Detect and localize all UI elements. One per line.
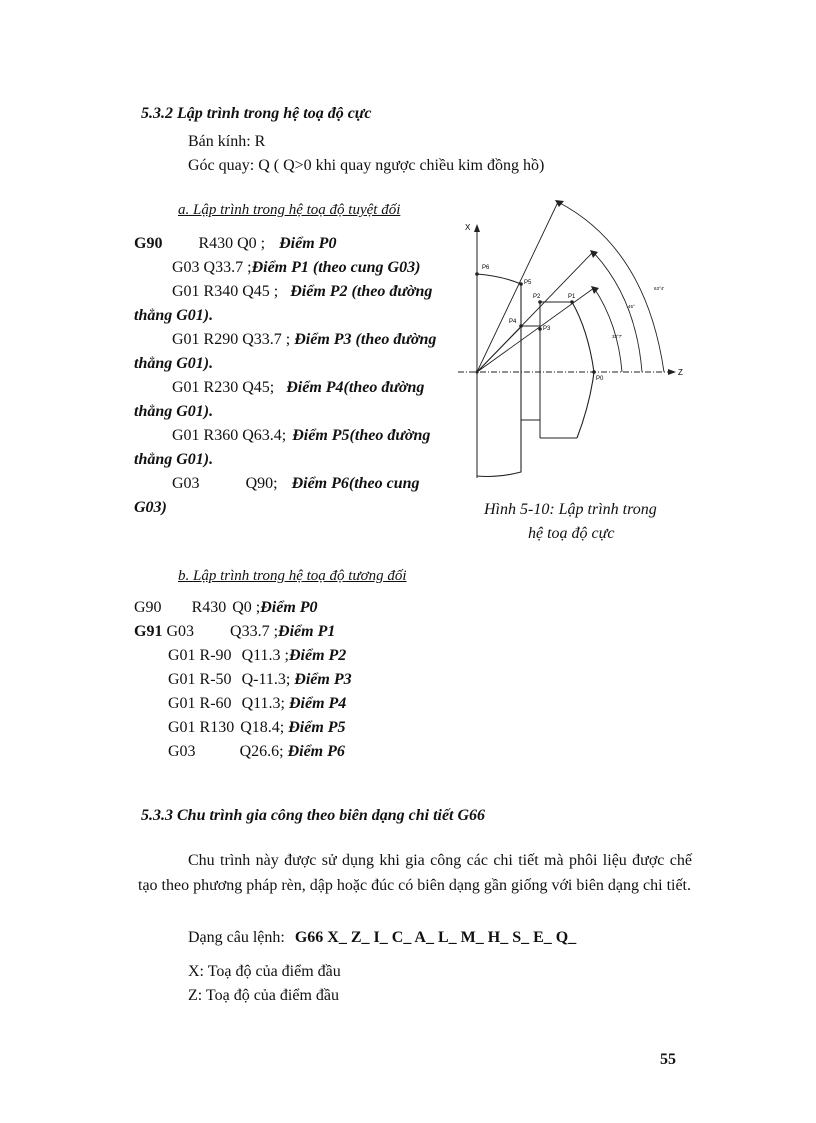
label-p3: P3 — [543, 326, 551, 332]
rel-line-3: G01 R-90 Q11.3 ;Điểm P2 — [168, 647, 347, 664]
section-533-paragraph: Chu trình này được sử dụng khi gia công các chi tiết mà phôi liệu được chế tạo theo phương pháp rèn, dập hoặc đúc có biên dạng gần giống với biên dạng chi tiết. — [138, 852, 692, 894]
angle-arc-inner-arrow — [591, 286, 599, 294]
point-p3 — [538, 327, 542, 331]
ray-p5 — [477, 202, 558, 372]
label-p2: P2 — [533, 294, 541, 300]
angle-arc-inner — [594, 288, 622, 372]
subsection-b-heading: b. Lập trình trong hệ toạ độ tương đối — [178, 568, 407, 584]
abs-line-6-cont: thẳng G01). — [134, 451, 214, 468]
point-p6 — [475, 272, 479, 276]
rel-line-2: G91 G03 Q33.7 ;Điểm P1 — [134, 623, 336, 640]
subsection-a-heading: a. Lập trình trong hệ toạ độ tuyệt đối — [178, 202, 401, 218]
angle-arc-middle — [593, 252, 642, 372]
param-x: X: Toạ độ của điểm đầu — [188, 963, 341, 980]
rel-line-5: G01 R-60 Q11.3; Điểm P4 — [168, 695, 347, 712]
abs-line-3: G01 R340 Q45 ; Điểm P2 (theo đường — [172, 283, 433, 300]
abs-line-7: G03 Q90; Điểm P6(theo cung — [172, 475, 420, 492]
syntax-line: Dạng câu lệnh: G66 X_ Z_ I_ C_ A_ L_ M_ H_ S_ E_ Q_ — [188, 929, 577, 946]
angle-label-middle: 45° — [628, 304, 635, 309]
section-heading-5-3-2: 5.3.2 Lập trình trong hệ toạ độ cực — [141, 105, 372, 122]
angle-definition: Góc quay: Q ( Q>0 khi quay ngược chiều kim đồng hồ) — [188, 157, 545, 174]
z-axis-label: Z — [678, 368, 683, 377]
page-number: 55 — [660, 1051, 676, 1068]
ray-p1 — [477, 288, 594, 372]
param-z: Z: Toạ độ của điểm đầu — [188, 987, 339, 1004]
abs-line-6: G01 R360 Q63.4; Điểm P5(theo đường — [172, 427, 431, 444]
part-outer-profile — [477, 274, 521, 477]
abs-line-1: G90 R430 Q0 ; Điểm P0 — [134, 235, 337, 252]
angle-label-outer: 63°4' — [654, 286, 665, 291]
label-p5: P5 — [524, 280, 532, 286]
label-p1: P1 — [568, 294, 576, 300]
radius-definition: Bán kính: R — [188, 133, 266, 150]
rel-line-7: G03 Q26.6; Điểm P6 — [168, 743, 345, 760]
z-axis-arrow — [668, 369, 676, 375]
abs-line-3-cont: thẳng G01). — [134, 307, 214, 324]
label-p6: P6 — [482, 265, 490, 271]
abs-line-4-cont: thẳng G01). — [134, 355, 214, 372]
point-p0 — [592, 370, 596, 374]
label-p4: P4 — [509, 319, 517, 325]
point-p2 — [538, 300, 542, 304]
abs-line-2: G03 Q33.7 ;Điểm P1 (theo cung G03) — [172, 259, 421, 276]
arc-p1-p0 — [572, 302, 594, 438]
ray-p4 — [477, 328, 520, 372]
figure-caption-line-2: hệ toạ độ cực — [528, 525, 615, 542]
rel-line-4: G01 R-50 Q-11.3; Điểm P3 — [168, 671, 352, 688]
rel-line-1: G90 R430 Q0 ;Điểm P0 — [134, 599, 318, 616]
rel-line-6: G01 R130 Q18.4; Điểm P5 — [168, 719, 346, 736]
x-axis-arrow — [474, 224, 480, 232]
polar-coordinate-diagram — [458, 198, 688, 480]
angle-arc-outer — [558, 202, 664, 372]
point-p5 — [519, 282, 523, 286]
abs-line-7-cont: G03) — [134, 499, 167, 516]
origin-point — [475, 370, 478, 373]
angle-label-inner: 33°7' — [612, 334, 623, 339]
section-heading-5-3-3: 5.3.3 Chu trình gia công theo biên dạng chi tiết G66 — [141, 807, 486, 824]
abs-line-5: G01 R230 Q45; Điểm P4(theo đường — [172, 379, 425, 396]
label-p0: P0 — [596, 376, 604, 382]
point-p1 — [570, 300, 574, 304]
x-axis-label: X — [465, 223, 471, 232]
point-p4 — [519, 324, 523, 328]
abs-line-5-cont: thẳng G01). — [134, 403, 214, 420]
figure-caption-line-1: Hình 5-10: Lập trình trong — [484, 501, 657, 518]
abs-line-4: G01 R290 Q33.7 ; Điểm P3 (theo đường — [172, 331, 437, 348]
